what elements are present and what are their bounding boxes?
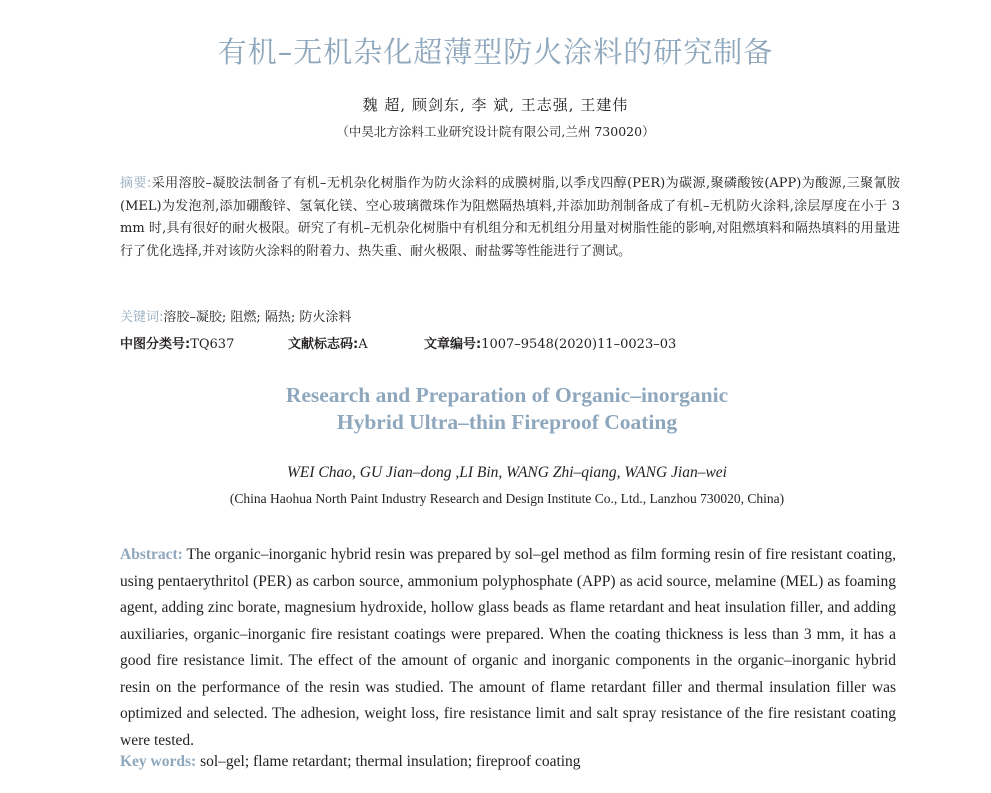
classification-line xyxy=(120,333,900,352)
english-abstract xyxy=(120,542,896,754)
chinese-keywords-text: 溶胶–凝胶; 阻燃; 隔热; 防火涂料 xyxy=(163,310,352,325)
english-abstract-label: Abstract: xyxy=(120,546,183,563)
chinese-authors: 魏 超, 顾剑东, 李 斌, 王志强, 王建伟 xyxy=(362,96,629,114)
english-authors: WEI Chao, GU Jian–dong ,LI Bin, WANG Zhi–qiang, WANG Jian–wei xyxy=(287,464,727,481)
article-no-value: 1007–9548(2020)11–0023–03 xyxy=(481,337,677,352)
article-no-label: 文章编号: xyxy=(424,337,482,352)
chinese-keywords-label: 关键词: xyxy=(120,310,164,325)
article-number xyxy=(424,333,676,352)
english-keywords-label: Key words: xyxy=(120,753,197,770)
clc-label: 中图分类号: xyxy=(120,337,191,352)
doc-code-value: A xyxy=(358,337,368,352)
chinese-affiliation: （中昊北方涂料工业研究设计院有限公司,兰州 730020） xyxy=(336,124,655,139)
english-title xyxy=(0,382,991,436)
english-affiliation: (China Haohua North Paint Industry Research and Design Institute Co., Ltd., Lanzhou 730020, China) xyxy=(229,491,785,506)
chinese-abstract-text: 采用溶胶–凝胶法制备了有机–无机杂化树脂作为防火涂料的成膜树脂,以季戊四醇(PER)为碳源,聚磷酸铵(APP)为酸源,三聚氰胺(MEL)为发泡剂,添加硼酸锌、氢氧化镁、空心玻璃微珠作为阻燃隔热填料,并添加助剂制备成了有机–无机防火涂料,涂层厚度在小于 3 mm 时,具有很好的耐火极限。研究了有机–无机杂化树脂中有机组分和无机组分用量对树脂性能的影响,对阻燃填料和隔热填料的用量进行了优化选择,并对该防火涂料的附着力、热失重、耐火极限、耐盐雾等性能进行了测试。 xyxy=(120,176,900,259)
chinese-keywords xyxy=(120,306,351,325)
english-keywords xyxy=(120,753,581,771)
chinese-title: 有机–无机杂化超薄型防火涂料的研究制备 xyxy=(217,35,774,69)
clc-number xyxy=(120,333,288,352)
chinese-abstract xyxy=(120,173,900,263)
english-title-line2: Hybrid Ultra–thin Fireproof Coating xyxy=(336,410,678,434)
clc-value: TQ637 xyxy=(190,337,235,352)
english-title-line1: Research and Preparation of Organic–inorganic xyxy=(285,383,729,407)
doc-code-label: 文献标志码: xyxy=(288,337,359,352)
english-keywords-text: sol–gel; flame retardant; thermal insulation; fireproof coating xyxy=(200,753,581,770)
document-code xyxy=(288,333,424,352)
english-abstract-text: The organic–inorganic hybrid resin was prepared by sol–gel method as film forming resin of fire resistant coating, using pentaerythritol (PER) as carbon source, ammonium polyphosphate (APP) as acid source, melamine (MEL) as foaming agent, adding zinc borate, magnesium hydroxide, hollow glass beads as flame retardant and heat insulation filler, and adding auxiliaries, organic–inorganic fire resistant coatings were prepared. When the coating thickness is less than 3 mm, it has a good fire resistance limit. The effect of the amount of organic and inorganic components in the organic–inorganic hybrid resin on the performance of the resin was studied. The amount of flame retardant filler and thermal insulation filler was optimized and selected. The adhesion, weight loss, fire resistance limit and salt spray resistance of the fire resistant coating were tested. xyxy=(120,546,896,749)
chinese-abstract-label: 摘要: xyxy=(120,176,152,191)
